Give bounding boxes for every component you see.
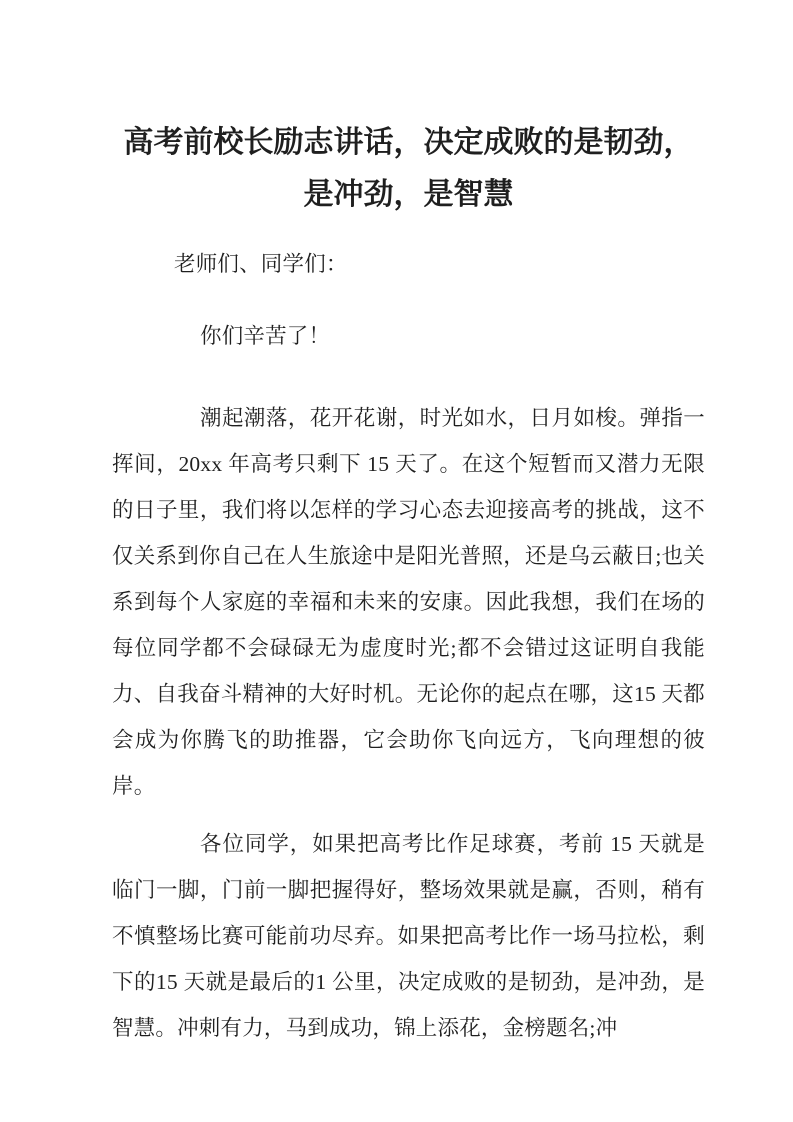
paragraph-football-analogy: 各位同学，如果把高考比作足球赛，考前 15 天就是临门一脚，门前一脚把握得好，整场效果就是赢，否则，稍有不慎整场比赛可能前功尽弃。如果把高考比作一场马拉松，剩下的15 天就是最后的1 公里，决定成败的是韧劲，是冲劲，是智慧。冲刺有力，马到成功，锦上添花，金榜题名;冲 (112, 832, 705, 1040)
paragraph-opening: 潮起潮落，花开花谢，时光如水，日月如梭。弹指一挥间，20xx 年高考只剩下 15 天了。在这个短暂而又潜力无限的日子里，我们将以怎样的学习心态去迎接高考的挑战，这不仅关系到你自己在人生旅途中是阳光普照，还是乌云蔽日;也关系到每个人家庭的幸福和未来的安康。因此我想，我们在场的每位同学都不会碌碌无为虚度时光;都不会错过这证明自我能力、自我奋斗精神的大好时机。无论你的起点在哪，这15 天都会成为你腾飞的助推器，它会助你飞向远方，飞向理想的彼岸。 (112, 406, 705, 798)
paragraph-greeting: 你们辛苦了！ (200, 324, 331, 348)
document-title: 高考前校长励志讲话，决定成败的是韧劲，是冲劲，是智慧 (123, 126, 694, 211)
paragraph-salutation: 老师们、同学们： (174, 252, 348, 276)
